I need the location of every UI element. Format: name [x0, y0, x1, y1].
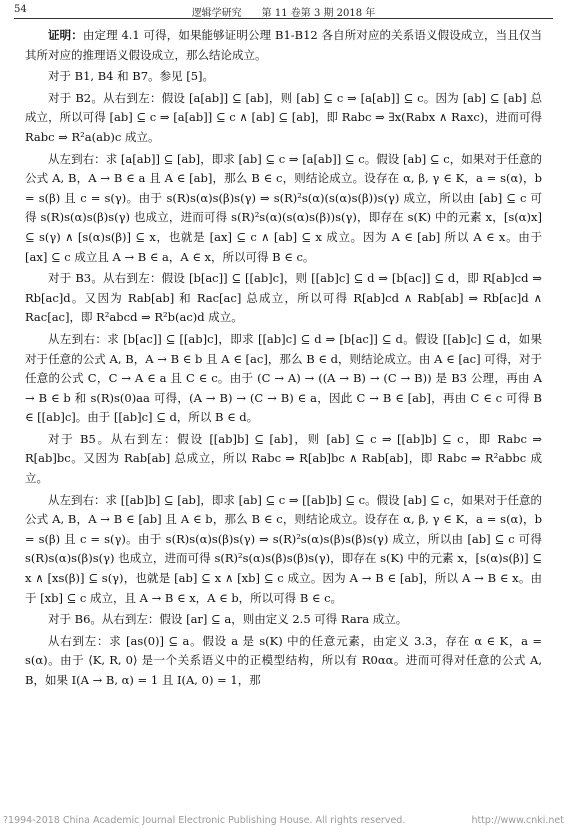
paragraph-b2-left-to-right: 从左到右：求 [a[ab]] ⊆ [ab]，即求 [ab] ⊆ c ⇒ [a[ab]] ⊆ c。假设 [ab] ⊆ c，如果对于任意的公式 A, B，A → B ∈ a 且 A ∈ [ab]，那么 B ∈ c，则结论成立。设存在 α, β, γ ∈ K，a = s(α)，b = s(β) 且 c = s(γ)。由于 s(R)s(α)s(β)s(γ) ⇒ s(R)²s(α)(s(α)s(β))s(γ) 成立，所以由 [ab] ⊆ c 可得 s(R)s(α)s(β)s(γ) 也成立，进而可得 s(R)²s(α)(s(α)s(β))s(γ)，即存在 s(K) 中的元素 x，[s(α)x] ⊆ s(γ) ∧ [s(α)s(β)] ⊆ x，也就是 [ax] ⊆ c ∧ [ab] ⊆ x 成立。因为 A ∈ [ab] 所以 A ∈ x。由于 [ax] ⊆ c 成立且 A → B ∈ a，A ∈ x，所以可得 B ∈ c。: [25, 151, 542, 264]
page-number: 54: [14, 4, 27, 15]
page-body: [25, 26, 542, 693]
proof-lead: 证明：: [48, 28, 83, 42]
proof-intro-text: 由定理 4.1 可得，如果能够证明公理 B1-B12 各自所对应的关系语义假设成立，当且仅当其所对应的推理语义假设成立，那么结论成立。: [25, 28, 542, 62]
paragraph-b1-b4-b7: 对于 B1, B4 和 B7。参见 [5]。: [48, 69, 215, 84]
header-rule: [14, 18, 553, 19]
paragraph-b5-right-to-left: 对于 B5。从右到左：假设 [[ab]b] ⊆ [ab]，则 [ab] ⊆ c ⇒ [[ab]b] ⊆ c，即 Rabc ⇒ R[ab]bc。又因为 Rab[ab] 总成立，所以 Rabc ⇒ R[ab]bc ∧ Rab[ab]，即 Rabc ⇒ R²abbc 成立。: [25, 431, 542, 486]
paragraph-b2-right-to-left: 对于 B2。从右到左：假设 [a[ab]] ⊆ [ab]，则 [ab] ⊆ c ⇒ [a[ab]] ⊆ c。因为 [ab] ⊆ [ab] 总成立，所以可得 [ab] ⊆ c ⇒ [a[ab]] ⊆ c ∧ [ab] ⊆ [ab]，即 Rabc ⇒ ∃x(Rabx ∧ Raxc)，进而可得 Rabc ⇒ R²a(ab)c 成立。: [25, 90, 542, 144]
paragraph-b3-left-to-right: 从左到右：求 [b[ac]] ⊆ [[ab]c]，即求 [[ab]c] ⊆ d ⇒ [b[ac]] ⊆ d。假设 [[ab]c] ⊆ d，如果对于任意的公式 A, B，A → B ∈ b 且 A ∈ [ac]，那么 B ∈ d，则结论成立。由 A ∈ [ac] 可得，对于任意的公式 C，C → A ∈ a 且 C ∈ c。由于 (C → A) → ((A → B) → (C → B)) 是 B3 公理，再由 A → B ∈ b 和 s(R)s(0)aa 可得，(A → B) → (C → B) ∈ a，因此 C → B ∈ [ab]，再由 C ∈ c 可得 B ∈ [[ab]c]。由于 [[ab]c] ⊆ d，所以 B ∈ d。: [25, 331, 542, 425]
footer-url: http://www.cnki.net: [471, 815, 564, 826]
paragraph-b6-second: 从右到左：求 [as(0)] ⊆ a。假设 a 是 s(K) 中的任意元素，由定义 3.3，存在 α ∈ K，a = s(α)。由于 ⟨K, R, 0⟩ 是一个关系语义中的正模型结构，所以有 R0αα。进而可得对任意的公式 A, B，如果 I(A → B, α) = 1 且 I(A, 0) = 1，那: [25, 633, 542, 687]
paragraph-b3-right-to-left: 对于 B3。从右到左：假设 [b[ac]] ⊆ [[ab]c]，则 [[ab]c] ⊆ d ⇒ [b[ac]] ⊆ d，即 R[ab]cd ⇒ Rb[ac]d。又因为 Rab[ab] 和 Rac[ac] 总成立，所以可得 R[ab]cd ∧ Rab[ab] ⇒ Rb[ac]d ∧ Rac[ac]，即 R²abcd ⇒ R²b(ac)d 成立。: [25, 271, 542, 325]
proof-paragraph: [25, 26, 542, 65]
paragraph-b6-right-to-left: 对于 B6。从右到左：假设 [ar] ⊆ a，则由定义 2.5 可得 Rara 成立。: [48, 612, 408, 627]
journal-title: 逻辑学研究 第 11 卷第 3 期 2018 年: [191, 8, 376, 19]
copyright-notice: ?1994-2018 China Academic Journal Electronic Publishing House. All rights reserved.: [3, 815, 406, 826]
paragraph-b5-left-to-right: 从左到右：求 [[ab]b] ⊆ [ab]，即求 [ab] ⊆ c ⇒ [[ab]b] ⊆ c。假设 [ab] ⊆ c，如果对于任意的公式 A, B，A → B ∈ [ab] 且 A ∈ b，那么 B ∈ c，则结论成立。设存在 α, β, γ ∈ K，a = s(α)，b = s(β) 且 c = s(γ)。由于 s(R)s(α)s(β)s(γ) ⇒ s(R)²s(α)s(β)s(β)s(γ) 成立，所以由 [ab] ⊆ c 可得 s(R)s(α)s(β)s(γ) 也成立，进而可得 s(R)²s(α)s(β)s(β)s(γ)，即存在 s(K) 中的元素 x，[s(α)s(β)] ⊆ x ∧ [xs(β)] ⊆ s(γ)，也就是 [ab] ⊆ x ∧ [xb] ⊆ c 成立。因为 A → B ∈ [ab]，所以 A → B ∈ x。由于 [xb] ⊆ c 成立，且 A → B ∈ x，A ∈ b，所以可得 B ∈ c。: [25, 492, 542, 605]
page-footer: [0, 815, 567, 829]
